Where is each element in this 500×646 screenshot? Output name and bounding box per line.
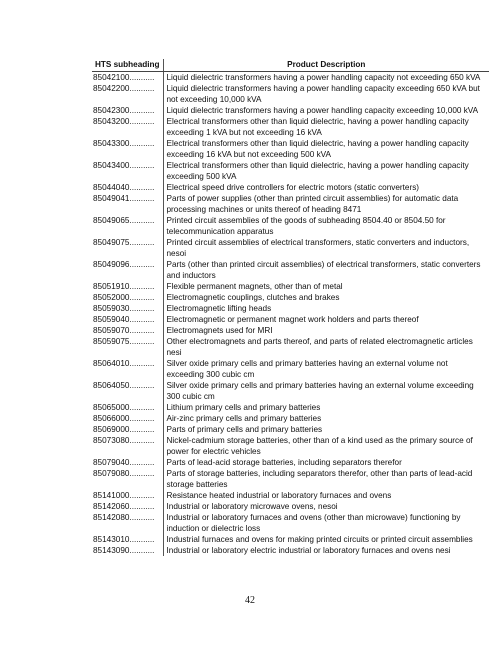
table-row	[92, 336, 489, 358]
product-description-cell: Printed circuit assemblies of the goods of subheading 8504.40 or 8504.50 for telecommunication apparatus	[166, 216, 446, 236]
hts-code-cell: 85142080...........	[92, 512, 163, 534]
hts-code-cell: 85079040...........	[92, 457, 163, 468]
table-row	[92, 105, 489, 116]
hts-code-cell: 85059070...........	[92, 325, 163, 336]
hts-code-cell: 85079080...........	[92, 468, 163, 490]
table-row	[92, 402, 489, 413]
hts-code-cell: 85064010...........	[92, 358, 163, 380]
table-row	[92, 281, 489, 292]
hts-code-cell: 85043200...........	[92, 116, 163, 138]
table-row	[92, 490, 489, 501]
table-row	[92, 545, 489, 556]
hts-table	[92, 59, 489, 556]
product-description-cell: Silver oxide primary cells and primary batteries having an external volume exceeding 300 cubic cm	[166, 381, 474, 401]
page-number: 42	[245, 595, 255, 606]
table-row	[92, 182, 489, 193]
product-description-cell: Electrical transformers other than liquid dielectric, having a power handling capacity exceeding 1 kVA but not exceeding 16 kVA	[166, 117, 469, 137]
product-description-cell: Lithium primary cells and primary batteries	[166, 403, 321, 412]
table-row	[92, 259, 489, 281]
hts-code-cell: 85059075...........	[92, 336, 163, 358]
product-description-cell: Electrical transformers other than liquid dielectric, having a power handling capacity exceeding 16 kVA but not exceeding 500 kVA	[166, 139, 469, 159]
hts-code-cell: 85043400...........	[92, 160, 163, 182]
table-row	[92, 358, 489, 380]
hts-code-cell: 85143010...........	[92, 534, 163, 545]
hts-code-cell: 85049065...........	[92, 215, 163, 237]
product-description-cell: Nickel-cadmium storage batteries, other than of a kind used as the primary source of power for electric vehicles	[166, 436, 473, 456]
product-description-cell: Resistance heated industrial or laboratory furnaces and ovens	[166, 491, 392, 500]
table-row	[92, 303, 489, 314]
table-row	[92, 534, 489, 545]
hts-code-cell: 85049075...........	[92, 237, 163, 259]
product-description-cell: Silver oxide primary cells and primary batteries having an external volume not exceeding 300 cubic cm	[166, 359, 448, 379]
table-header-row	[92, 59, 489, 72]
product-description-cell: Parts of power supplies (other than printed circuit assemblies) for automatic data processing machines or units thereof of heading 8471	[166, 194, 459, 214]
table-body	[92, 72, 489, 557]
hts-code-cell: 85052000...........	[92, 292, 163, 303]
table-row	[92, 138, 489, 160]
product-description-cell: Air-zinc primary cells and primary batteries	[166, 414, 322, 423]
table-row	[92, 424, 489, 435]
hts-code-cell: 85042300...........	[92, 105, 163, 116]
product-description-cell: Electromagnetic couplings, clutches and brakes	[166, 293, 340, 302]
table-row	[92, 413, 489, 424]
hts-code-cell: 85042100...........	[92, 72, 163, 84]
hts-code-cell: 85143090...........	[92, 545, 163, 556]
hts-code-cell: 85044040...........	[92, 182, 163, 193]
table-row	[92, 72, 489, 84]
hts-code-cell: 85073080...........	[92, 435, 163, 457]
product-description-cell: Electrical speed drive controllers for electric motors (static converters)	[166, 183, 420, 192]
hts-code-cell: 85059040...........	[92, 314, 163, 325]
product-description-cell: Electromagnetic or permanent magnet work holders and parts thereof	[166, 315, 419, 324]
column-header-product-description: Product Description	[163, 59, 489, 72]
product-description-cell: Industrial furnaces and ovens for making printed circuits or printed circuit assemblies	[166, 535, 473, 544]
table-row	[92, 193, 489, 215]
product-description-cell: Liquid dielectric transformers having a power handling capacity exceeding 10,000 kVA	[166, 106, 479, 115]
hts-code-cell: 85065000...........	[92, 402, 163, 413]
product-description-cell: Parts (other than printed circuit assemblies) of electrical transformers, static converters and inductors	[166, 260, 481, 280]
product-description-cell: Electromagnets used for MRI	[166, 326, 273, 335]
product-description-cell: Electrical transformers other than liquid dielectric, having a power handling capacity exceeding 500 kVA	[166, 161, 469, 181]
hts-code-cell: 85069000...........	[92, 424, 163, 435]
product-description-cell: Liquid dielectric transformers having a power handling capacity exceeding 650 kVA but not exceeding 10,000 kVA	[166, 84, 480, 104]
product-description-cell: Industrial or laboratory electric industrial or laboratory furnaces and ovens nesi	[166, 546, 451, 555]
table-row	[92, 116, 489, 138]
product-description-cell: Printed circuit assemblies of electrical transformers, static converters and inductors, nesoi	[166, 238, 470, 258]
product-description-cell: Industrial or laboratory microwave ovens, nesoi	[166, 502, 338, 511]
table-row	[92, 215, 489, 237]
product-description-cell: Parts of storage batteries, including separators therefor, other than parts of lead-acid storage batteries	[166, 469, 473, 489]
table-row	[92, 468, 489, 490]
table-row	[92, 380, 489, 402]
hts-code-cell: 85042200...........	[92, 83, 163, 105]
hts-code-cell: 85066000...........	[92, 413, 163, 424]
column-header-hts-subheading: HTS subheading	[92, 59, 163, 72]
table-row	[92, 83, 489, 105]
product-description-cell: Electromagnetic lifting heads	[166, 304, 272, 313]
table-row	[92, 160, 489, 182]
hts-code-cell: 85043300...........	[92, 138, 163, 160]
product-description-cell: Flexible permanent magnets, other than of metal	[166, 282, 343, 291]
product-description-cell: Liquid dielectric transformers having a power handling capacity not exceeding 650 kVA	[166, 73, 481, 82]
hts-code-cell: 85049096...........	[92, 259, 163, 281]
table-row	[92, 237, 489, 259]
hts-code-cell: 85051910...........	[92, 281, 163, 292]
table-row	[92, 512, 489, 534]
hts-code-cell: 85059030...........	[92, 303, 163, 314]
product-description-cell: Parts of lead-acid storage batteries, including separators therefor	[166, 458, 402, 467]
hts-code-cell: 85064050...........	[92, 380, 163, 402]
product-description-cell: Parts of primary cells and primary batteries	[166, 425, 323, 434]
table-row	[92, 435, 489, 457]
table-row	[92, 325, 489, 336]
table-row	[92, 314, 489, 325]
hts-code-cell: 85049041...........	[92, 193, 163, 215]
hts-code-cell: 85141000...........	[92, 490, 163, 501]
table-row	[92, 292, 489, 303]
table-row	[92, 457, 489, 468]
table-row	[92, 501, 489, 512]
product-description-cell: Other electromagnets and parts thereof, and parts of related electromagnetic articles nesi	[166, 337, 473, 357]
hts-code-cell: 85142060...........	[92, 501, 163, 512]
product-description-cell: Industrial or laboratory furnaces and ovens (other than microwave) functioning by induction or dielectric loss	[166, 513, 461, 533]
